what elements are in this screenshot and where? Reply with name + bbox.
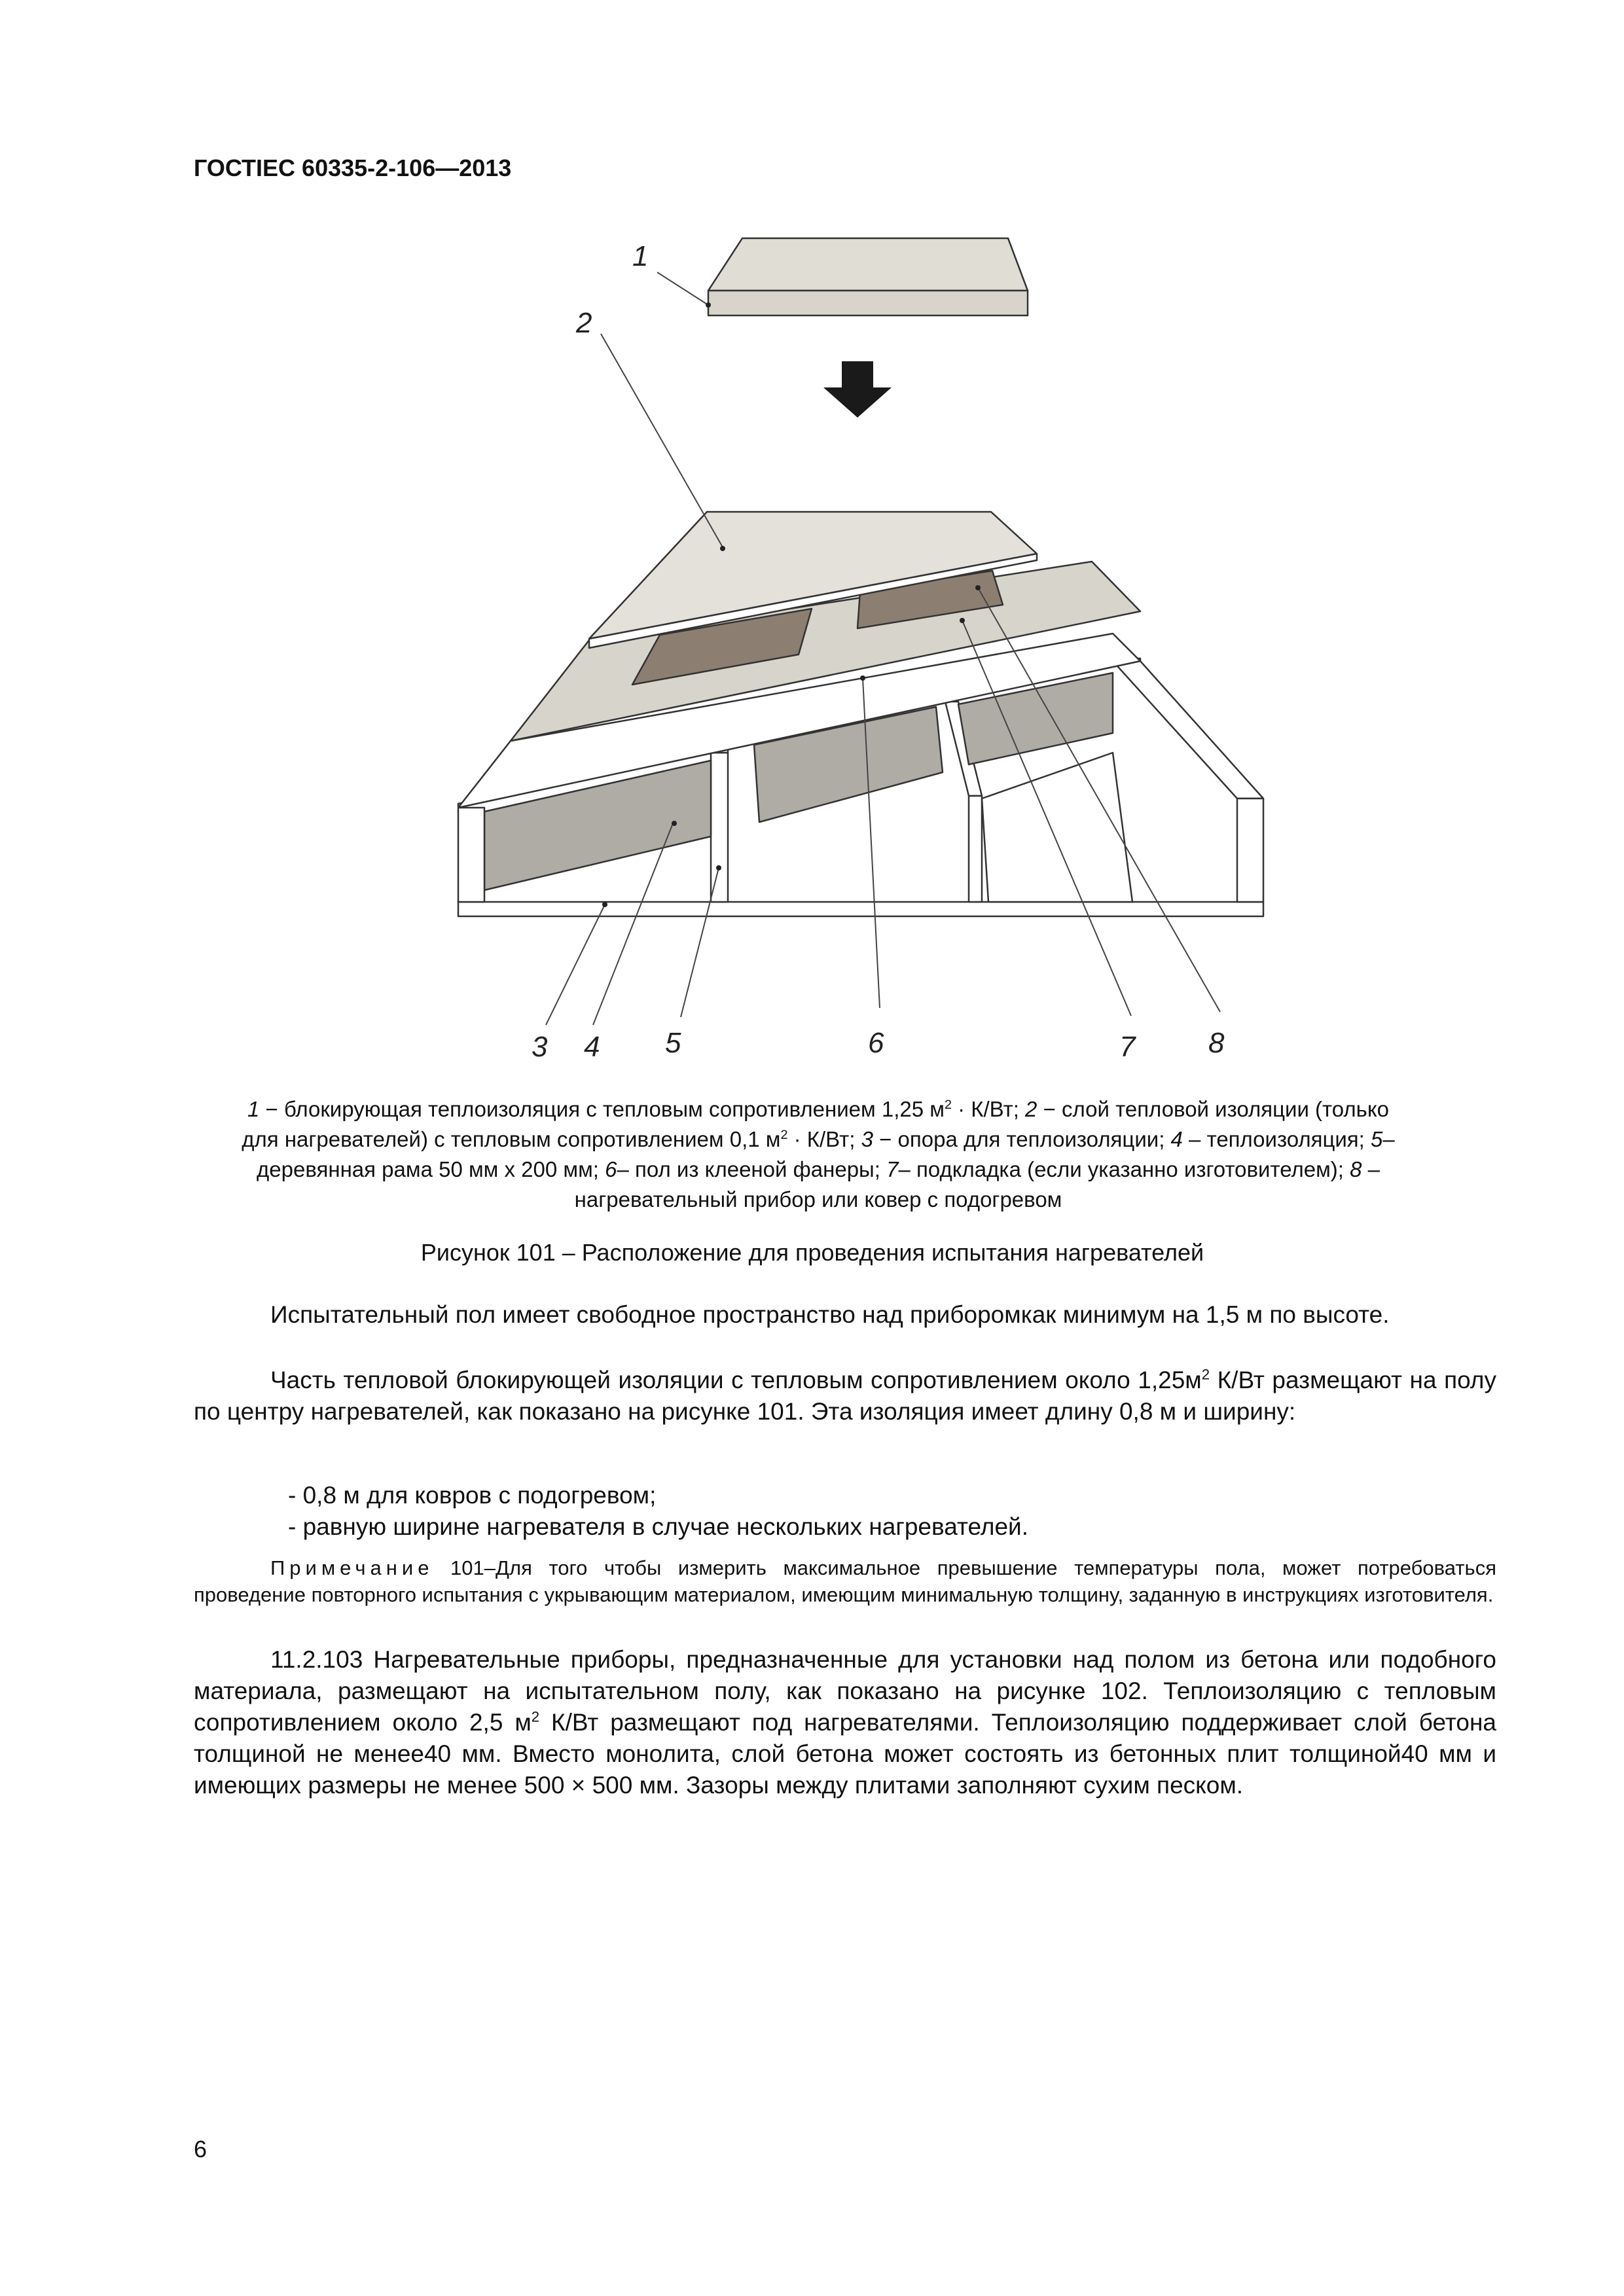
leader-dot-5 — [716, 865, 721, 870]
figure-label-8: 8 — [1208, 1027, 1225, 1059]
blocking-insulation-front — [708, 291, 1028, 315]
leader-dot-1 — [706, 302, 711, 308]
figure-label-7: 7 — [1119, 1031, 1136, 1063]
frame-left — [458, 808, 484, 902]
paragraph-11-2-103: 11.2.103 Нагревательные приборы, предназначенные для установки над полом из бетона или подобного материала, размещают на испытательном полу, как показано на рисунке 102. Теплоизоляцию с тепловым сопротивлением около 2,5 $м^2$ К/Вт размещают под нагревателями. Теплоизоляцию поддерживает слой бетона толщиной не менее40 мм. Вместо монолита, слой бетона может состоять из бетонных плит толщиной40 мм и имеющих размеры не менее 500 × 500 мм. Зазоры между плитами заполняют сухим песком. — [194, 1646, 1496, 1799]
leader-dot-6 — [860, 675, 865, 681]
leader-3 — [546, 905, 605, 1025]
figure-label-3: 3 — [532, 1031, 548, 1063]
figure-label-1: 1 — [632, 240, 649, 272]
leader-1 — [657, 272, 708, 305]
leader-dot-7 — [960, 618, 965, 623]
page-number: 6 — [194, 2136, 208, 2162]
frame-post-middle-front — [969, 796, 982, 902]
figure-label-2: 2 — [576, 307, 592, 339]
down-arrow-icon — [823, 361, 892, 418]
leader-dot-3 — [602, 902, 607, 907]
base-support — [458, 902, 1263, 916]
note-label: Примечание — [270, 1556, 434, 1579]
frame-right-top — [1113, 661, 1263, 798]
frame-right-front — [1237, 798, 1263, 902]
figure-label-6: 6 — [868, 1027, 884, 1059]
figure-101 — [419, 216, 1309, 1086]
paragraph-test-floor-space: Испытательный пол имеет свободное пространство над приборомкак минимум на 1,5 м по высоте. — [270, 1301, 1390, 1328]
leader-2 — [601, 334, 723, 547]
document-header: ГОСТIEC 60335-2-106—2013 — [194, 154, 512, 181]
leader-dot-8 — [975, 585, 981, 590]
figure-label-5: 5 — [665, 1027, 681, 1059]
figure-label-4: 4 — [584, 1031, 600, 1063]
note-101: Примечание 101–Для того чтобы измерить максимальное превышение температуры пола, может потребоваться проведение повторного испытания с укрывающим материалом, имеющим минимальную толщину, заданную в инструкциях изготовителя. — [194, 1556, 1496, 1606]
leader-dot-2 — [720, 546, 725, 551]
list-item-heaters: - равную ширине нагревателя в случае нескольких нагревателей. — [288, 1513, 1028, 1540]
leader-5 — [681, 868, 719, 1017]
leader-dot-4 — [672, 821, 677, 826]
blocking-insulation-top — [708, 238, 1028, 291]
paragraph-blocking-insulation: Часть тепловой блокирующей изоляции с тепловым сопротивлением около $1,25м^2$ К/Вт размещают на полу по центру нагревателей, как показано на рисунке 101. Эта изоляция имеет длину 0,8 м и ширину: — [194, 1366, 1497, 1425]
frame-post-left — [711, 753, 728, 902]
insulation-panel-4 — [982, 753, 1132, 902]
list-item-carpets: - 0,8 м для ковров с подогревом; — [288, 1482, 657, 1509]
figure-legend: 1 − блокирующая теплоизоляция с тепловым сопротивлением 1,25 $м^2 \cdot К/Вт$; 2 − слой тепловой изоляции (только для нагревателей) с тепловым сопротивлением 0,1 $м^2 \cdot К/Вт$; 3 − опора для теплоизоляции; 4 – теплоизоляция; 5– деревянная рама 50 мм х 200 мм; 6– пол из клееной фанеры; 7– подкладка (если указанно изготовителем); 8 – нагревательный прибор или ковер с подогревом — [242, 1097, 1395, 1211]
floor-test-arrangement-diagram — [419, 216, 1309, 1086]
figure-title: Рисунок 101 – Расположение для проведения испытания нагревателей — [420, 1239, 1204, 1266]
